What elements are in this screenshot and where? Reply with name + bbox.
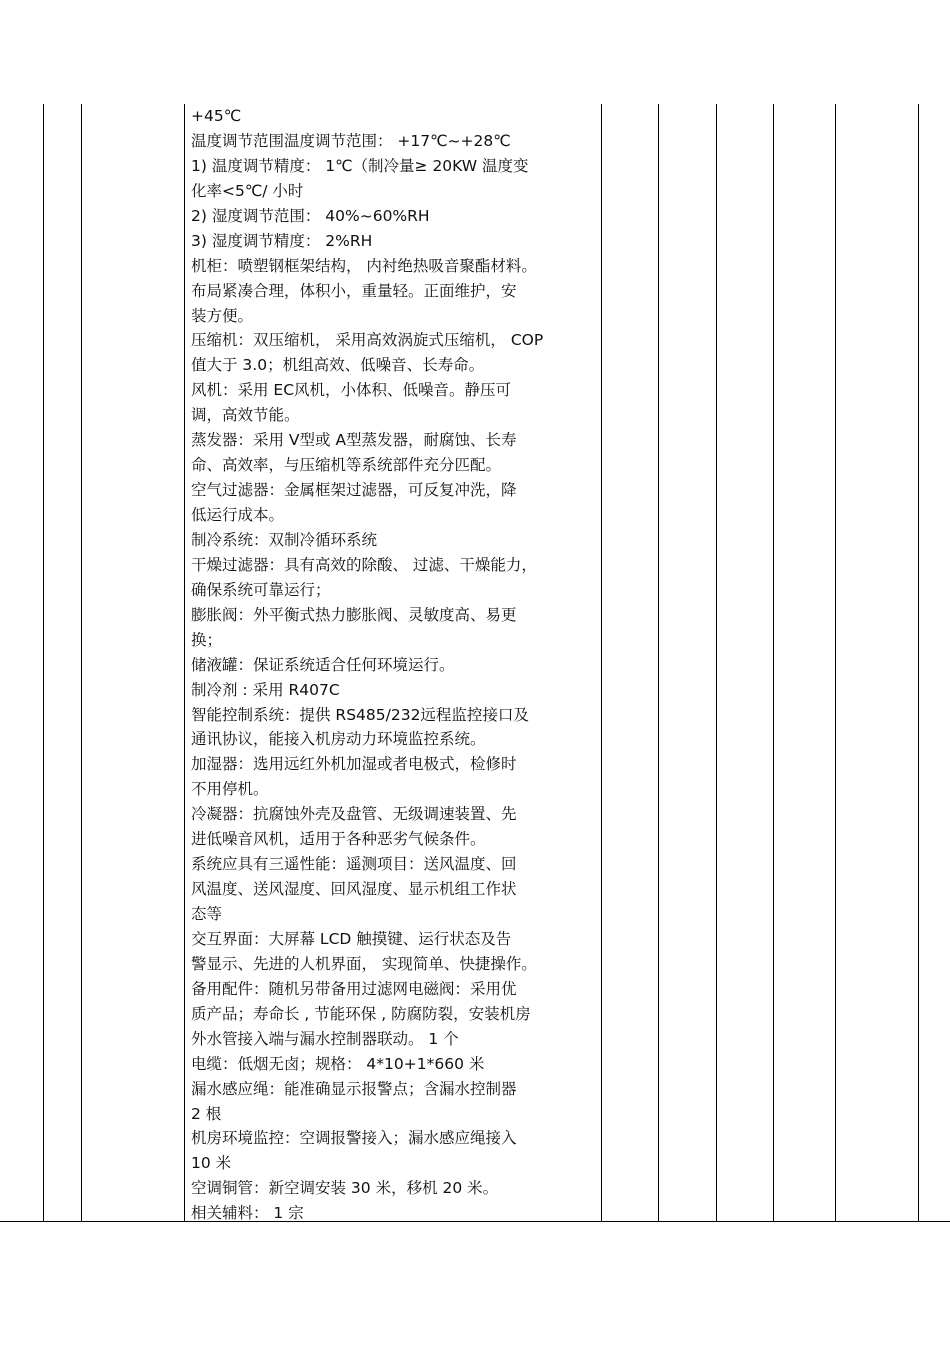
spec-line: 膨胀阀：外平衡式热力膨胀阀、灵敏度高、易更	[191, 605, 517, 624]
spec-line: 干燥过滤器：具有高效的除酸、 过滤、干燥能力，	[191, 555, 537, 574]
spec-line: 温度调节范围温度调节范围： +17℃~+28℃	[191, 131, 511, 150]
spec-line: 机柜：喷塑钢框架结构， 内衬绝热吸音聚酯材料。	[191, 256, 537, 275]
spec-line: 备用配件：随机另带备用过滤网电磁阀：采用优	[191, 979, 517, 998]
spec-line: 加湿器：选用远红外机加湿或者电极式，检修时	[191, 755, 517, 774]
specification-cell	[191, 104, 605, 1226]
spec-line: 智能控制系统：提供 RS485/232远程监控接口及	[191, 705, 529, 724]
spec-line: 质产品；寿命长 , 节能环保 , 防腐防裂，安装机房	[191, 1004, 531, 1023]
spec-line: 电缆：低烟无卤；规格： 4*10+1*660 米	[191, 1054, 485, 1073]
spec-line: 交互界面：大屏幕 LCD 触摸键、运行状态及告	[191, 929, 512, 948]
column-divider	[81, 104, 82, 1222]
spec-line: 漏水感应绳：能准确显示报警点；含漏水控制器	[191, 1079, 517, 1098]
spec-line: 2) 湿度调节范围： 40%~60%RH	[191, 206, 430, 225]
column-divider	[658, 104, 659, 1222]
spec-line: 蒸发器：采用 V型或 A型蒸发器，耐腐蚀、长寿	[191, 431, 517, 450]
spec-line: 低运行成本。	[191, 506, 285, 524]
column-divider	[773, 104, 774, 1222]
spec-line: 空气过滤器：金属框架过滤器，可反复冲洗，降	[191, 481, 517, 500]
spec-line: 3) 湿度调节精度： 2%RH	[191, 231, 373, 250]
spec-line: 调，高效节能。	[191, 406, 300, 425]
spec-line: 风机：采用 EC风机，小体积、低噪音。静压可	[191, 381, 512, 400]
spec-line: 压缩机：双压缩机， 采用高效涡旋式压缩机， COP	[191, 331, 544, 350]
spec-line: 2 根	[191, 1104, 222, 1123]
spec-line: 化率<5℃/ 小时	[191, 181, 304, 200]
spec-line: 警显示、先进的人机界面， 实现简单、快捷操作。	[191, 954, 537, 973]
spec-line: 装方便。	[191, 306, 254, 325]
spec-line: 风温度、送风湿度、回风湿度、显示机组工作状	[191, 880, 517, 899]
spec-line: 1) 温度调节精度： 1℃（制冷量≥ 20KW 温度变	[191, 156, 529, 175]
spec-line: 储液罐：保证系统适合任何环境运行。	[191, 655, 455, 674]
spec-line: 外水管接入端与漏水控制器联动。 1 个	[191, 1029, 459, 1048]
spec-line: 系统应具有三遥性能：遥测项目：送风温度、回	[191, 855, 517, 874]
spec-line: 命、高效率，与压缩机等系统部件充分匹配。	[191, 456, 502, 475]
spec-line: 进低噪音风机，适用于各种恶劣气候条件。	[191, 830, 486, 849]
column-divider	[835, 104, 836, 1222]
spec-line: 态等	[191, 905, 223, 923]
column-divider	[184, 104, 185, 1222]
column-divider	[918, 104, 919, 1222]
spec-line: 换；	[191, 630, 223, 649]
spec-line: +45℃	[191, 107, 242, 125]
spec-line: 机房环境监控：空调报警接入；漏水感应绳接入	[191, 1129, 517, 1148]
spec-line: 不用停机。	[191, 780, 269, 799]
spec-line: 确保系统可靠运行；	[191, 580, 331, 599]
column-divider	[716, 104, 717, 1222]
spec-line: 空调铜管：新空调安装 30 米，移机 20 米。	[191, 1179, 499, 1198]
column-divider	[43, 104, 44, 1222]
spec-line: 值大于 3.0；机组高效、低噪音、长寿命。	[191, 356, 485, 375]
spec-line: 制冷剂 : 采用 R407C	[191, 680, 340, 699]
spec-line: 10 米	[191, 1154, 232, 1173]
spec-line: 布局紧凑合理，体积小，重量轻。正面维护，安	[191, 281, 517, 300]
spec-line: 通讯协议，能接入机房动力环境监控系统。	[191, 730, 486, 749]
spec-line: 相关辅料： 1 宗	[191, 1204, 304, 1223]
spec-line: 冷凝器：抗腐蚀外壳及盘管、无级调速装置、先	[191, 805, 517, 824]
spec-line: 制冷系统：双制冷循环系统	[191, 530, 378, 549]
